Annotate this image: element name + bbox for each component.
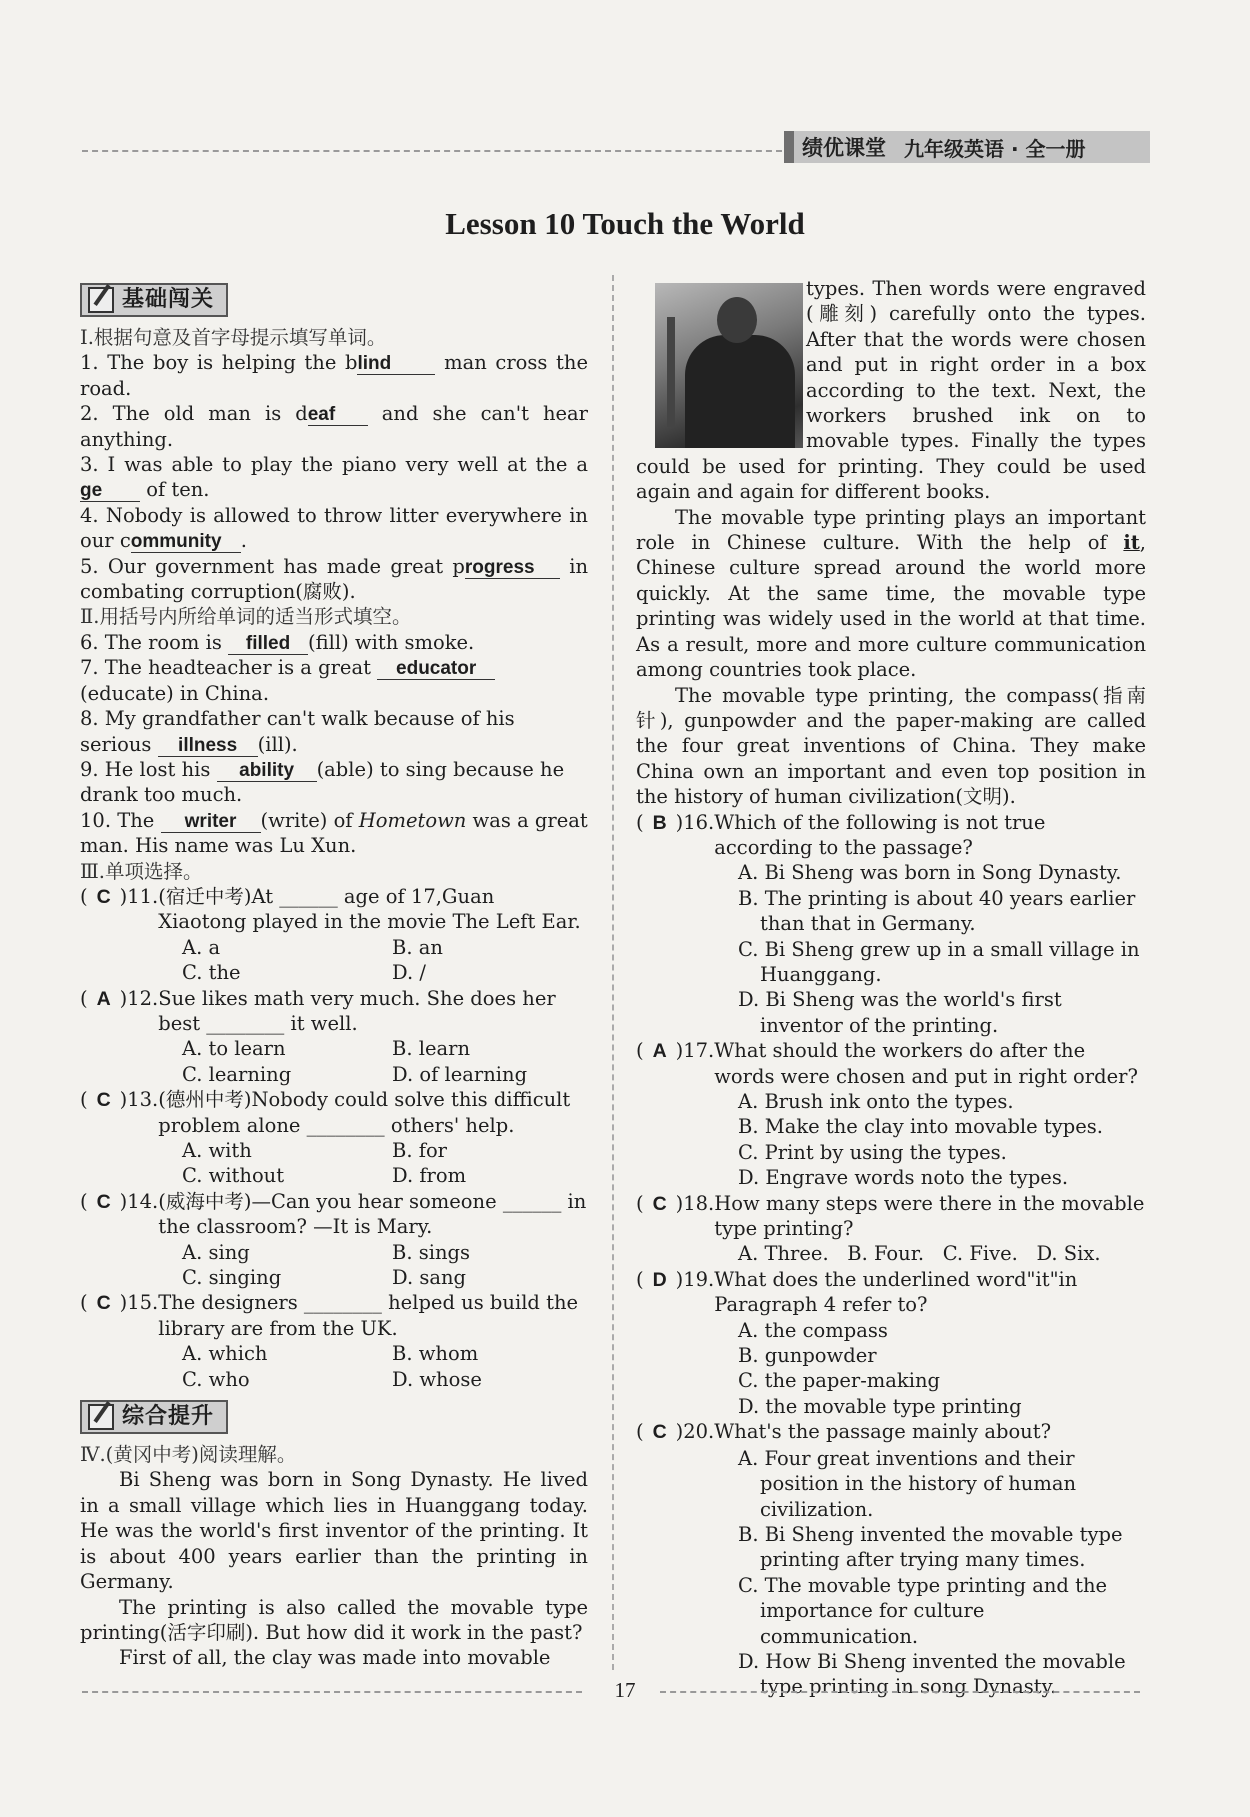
underlined-it: it <box>1123 531 1140 555</box>
image-float-spacer <box>636 276 806 448</box>
band-label: 综合提升 <box>122 1404 215 1430</box>
section-band-basics <box>80 283 228 317</box>
rc-question-19: ( D )19. What does the underlined word"it"in Paragraph 4 refer to? A. the compass B. gunpowder C. the paper-making D. the movable type printing <box>636 1267 1078 1418</box>
rc-question-17: ( A )17. What should the workers do after the words were chosen and put in right order? A. Brush ink onto the types. B. Make the clay into movable types. C. Print by using the types. D. Engrave words noto the types. <box>636 1039 1138 1190</box>
mc-question-11: ( C )11. (宿迁中考)At ______ age of 17,Guan Xiaotong played in the movie The Left Ear. A. a B. an C. the D. / <box>80 884 581 985</box>
choice-answer: C <box>96 885 111 908</box>
mc-question-15: ( C )15. The designers ________ helped us build the library are from the UK. A. which B. whom C. who D. whose <box>80 1291 579 1391</box>
choice-answer: D <box>652 1268 667 1291</box>
choice-answer: B <box>652 811 667 834</box>
answer-blank: filled <box>228 634 308 655</box>
section-heading: Ⅳ.(黄冈中考)阅读理解。 <box>80 1443 297 1467</box>
question-10: 10. The writer (write) of Hometown was a great man. His name was Lu Xun. <box>80 808 588 858</box>
answer-blank: writer <box>161 812 261 833</box>
left-column <box>80 281 588 1671</box>
passage-paragraph-1: Bi Sheng was born in Song Dynasty. He lived in a small village which lies in Huanggang today. He was the world's first inventor of the printing. It is about 400 years earlier than the printing in Germany. <box>80 1468 588 1594</box>
choice-answer: C <box>652 1421 667 1444</box>
choice-answer: A <box>652 1040 667 1063</box>
passage-paragraph-3-text: types. Then words were engraved (雕刻) carefully onto the types. After that the words were chosen and put in right order in a box according to the text. Next, the workers brushed ink on to movable types. Finally the types could be used for printing. They could be used again and again for different books. <box>636 277 1146 504</box>
choice-answer: C <box>96 1089 111 1112</box>
lesson-title: Lesson 10 Touch the World <box>445 206 805 241</box>
rc-question-18: ( C )18. How many steps were there in the movable type printing? A. Three. B. Four. C. Five. D. Six. <box>636 1191 1145 1266</box>
choice-answer: C <box>652 1192 667 1215</box>
pencil-note-icon <box>88 287 114 313</box>
header-book-title: 九年级英语 · 全一册 <box>904 136 1086 161</box>
passage-paragraph-5: The movable type printing, the compass(指南针), gunpowder and the paper-making are called the four great inventions of China. They make China own an important and even top position in the history of human civilization(文明). <box>636 683 1146 809</box>
answer-blank: eaf <box>308 405 368 426</box>
question-3: 3. I was able to play the piano very well at the age of ten. <box>80 453 588 502</box>
mc-question-14: ( C )14. (威海中考)—Can you hear someone ______ in the classroom? —It is Mary. A. sing B. sings C. singing D. sang <box>80 1189 587 1290</box>
answer-blank: ability <box>217 761 317 782</box>
section-heading: Ⅰ.根据句意及首字母提示填写单词。 <box>80 326 387 349</box>
question-8: 8. My grandfather can't walk because of his serious illness (ill). <box>80 707 515 756</box>
rc-question-20: ( C )20. What's the passage mainly about? A. Four great inventions and their position in the history of human civilization. B. Bi Sheng invented the movable type printing after trying many times. C. The movable type printing and the importance for culture communication. D. How Bi Sheng invented the movable type printing in song Dynasty. <box>636 1420 1126 1699</box>
passage-paragraph-2: The printing is also called the movable type printing(活字印刷). But how did it work in the past? <box>80 1595 588 1644</box>
passage-paragraph-3: First of all, the clay was made into movable <box>119 1646 551 1670</box>
choice-answer: A <box>96 987 111 1010</box>
header-brand: 绩优课堂 <box>802 136 886 160</box>
question-4: 4. Nobody is allowed to throw litter everywhere in our community . <box>80 503 588 553</box>
section-heading: Ⅲ.单项选择。 <box>80 859 203 883</box>
answer-blank: rogress <box>465 558 560 579</box>
column-divider <box>612 275 614 1670</box>
mc-question-12: ( A )12. Sue likes math very much. She does her best ________ it well. A. to learn B. learn C. learning D. of learning <box>80 986 556 1086</box>
question-1: 1. The boy is helping the blind man cross the road. <box>80 351 588 400</box>
page-number: 17 <box>614 1678 636 1702</box>
passage-paragraph-4: The movable type printing plays an important role in Chinese culture. With the help of it, Chinese culture spread around the world more quickly. At the same time, the movable type printing was widely used in the world at that time. As a result, more and more culture communication among countries took place. <box>636 505 1146 682</box>
question-7: 7. The headteacher is a great educator(educate) in China. <box>80 655 588 706</box>
answer-blank: educator <box>377 659 495 680</box>
section-heading: Ⅱ.用括号内所给单词的适当形式填空。 <box>80 605 412 629</box>
choice-answer: C <box>96 1190 111 1213</box>
answer-blank: illness <box>158 736 258 757</box>
answer-blank: lind <box>357 354 435 375</box>
pencil-note-icon <box>88 1404 114 1430</box>
mc-question-13: ( C )13. (德州中考)Nobody could solve this difficult problem alone ________ others' help. A. with B. for C. without D. from <box>80 1088 571 1188</box>
question-5: 5. Our government has made great progress in combating corruption(腐败). <box>80 554 588 604</box>
header-banner <box>784 131 1150 163</box>
band-label: 基础闯关 <box>122 287 215 313</box>
question-2: 2. The old man is deaf and she can't hear anything. <box>80 402 588 451</box>
question-9: 9. He lost his ability (able) to sing because he drank too much. <box>80 757 565 807</box>
section-band-improve <box>80 1400 228 1434</box>
choice-answer: C <box>96 1292 111 1315</box>
question-6: 6. The room is filled (fill) with smoke. <box>80 630 475 654</box>
answer-blank: ommunity <box>131 532 241 553</box>
header-rule <box>82 150 782 152</box>
answer-blank: ge <box>80 481 140 502</box>
right-passage <box>636 276 1146 1700</box>
rc-question-16: ( B )16. Which of the following is not true according to the passage? A. Bi Sheng was born in Song Dynasty. B. The printing is about 40 years earlier than that in Germany. C. Bi Sheng grew up in a small village in Huanggang. D. Bi Sheng was the world's first inventor of the printing. <box>636 810 1140 1037</box>
